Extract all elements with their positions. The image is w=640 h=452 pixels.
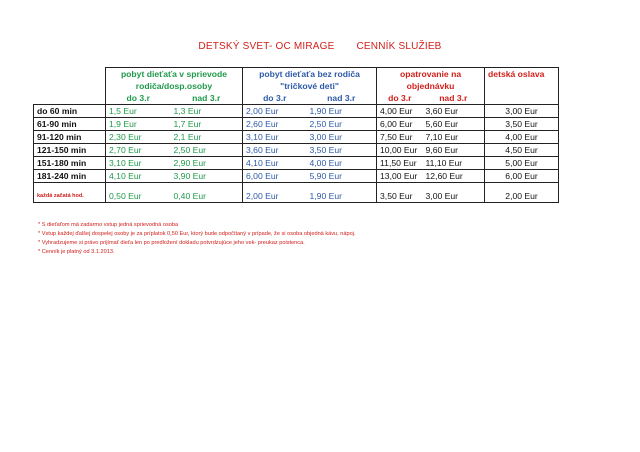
header-without-parent-line1: pobyt dieťaťa bez rodiča: [243, 68, 377, 81]
table-row-extra-hour: [34, 190, 559, 203]
price-cell: 3,00 Eur: [423, 190, 485, 203]
table-row: [34, 144, 559, 157]
price-cell: 1,90 Eur: [307, 190, 377, 203]
footnote: * Cenník je platný od 3.1.2013.: [38, 249, 115, 255]
price-cell: 7,10 Eur: [423, 131, 485, 144]
footnote: * Vyhradzujeme si právo prijímať dieťa len po predložení dokladu potvrdzujúce jeho vek- preukaz poistenca.: [38, 240, 305, 246]
header-row-2: [34, 80, 559, 92]
table-row: [34, 131, 559, 144]
subheader-over3: nad 3.r: [171, 92, 243, 105]
price-cell: 10,00 Eur: [377, 144, 423, 157]
table-row: [34, 105, 559, 118]
price-cell: 6,00 Eur: [243, 170, 307, 183]
price-cell: 3,10 Eur: [243, 131, 307, 144]
price-cell: 2,00 Eur: [243, 190, 307, 203]
footnote: * S dieťaťom má zadarmo vstup jedná sprievodná osoba: [38, 222, 179, 228]
price-cell: 6,00 Eur: [485, 170, 559, 183]
price-cell: 9,60 Eur: [423, 144, 485, 157]
row-label: 151-180 min: [34, 157, 106, 170]
price-cell: 3,60 Eur: [423, 105, 485, 118]
price-cell: 4,10 Eur: [106, 170, 171, 183]
price-cell: 5,90 Eur: [307, 170, 377, 183]
price-cell: 1,90 Eur: [307, 105, 377, 118]
price-cell: 3,50 Eur: [485, 118, 559, 131]
price-cell: 0,50 Eur: [106, 190, 171, 203]
price-cell: 3,90 Eur: [171, 170, 243, 183]
row-label: 121-150 min: [34, 144, 106, 157]
row-label: 181-240 min: [34, 170, 106, 183]
price-cell: 3,50 Eur: [377, 190, 423, 203]
price-table: [33, 67, 559, 203]
footnote: * Vstup každej ďalšej dospelej osoby je za príplatok 0,50 Eur, ktorý bude odpočítaný v prípade, že si osoba objedná kávu, nápoj.: [38, 231, 356, 237]
price-cell: 3,00 Eur: [485, 105, 559, 118]
price-cell: 4,00 Eur: [307, 157, 377, 170]
price-cell: 2,00 Eur: [485, 190, 559, 203]
header-birthday-party: detská oslava: [485, 68, 559, 81]
subheader-over3: nad 3.r: [423, 92, 485, 105]
price-cell: 7,50 Eur: [377, 131, 423, 144]
row-label: každá začatá hod.: [34, 190, 106, 203]
price-cell: 12,60 Eur: [423, 170, 485, 183]
page-title: [0, 41, 640, 52]
subheader-under3: do 3.r: [243, 92, 307, 105]
price-cell: 2,50 Eur: [307, 118, 377, 131]
spacer-row: [34, 183, 559, 191]
price-cell: 11,10 Eur: [423, 157, 485, 170]
table-row: [34, 170, 559, 183]
price-cell: 2,00 Eur: [243, 105, 307, 118]
row-label: 61-90 min: [34, 118, 106, 131]
price-cell: 4,00 Eur: [377, 105, 423, 118]
subheader-under3: do 3.r: [106, 92, 171, 105]
title-pricelist: CENNÍK SLUŽIEB: [356, 41, 442, 52]
table-row: [34, 118, 559, 131]
price-cell: 11,50 Eur: [377, 157, 423, 170]
header-babysitting-line1: opatrovanie na: [377, 68, 485, 81]
price-cell: 13,00 Eur: [377, 170, 423, 183]
price-cell: 0,40 Eur: [171, 190, 243, 203]
price-cell: 1,9 Eur: [106, 118, 171, 131]
header-row-1: [34, 68, 559, 81]
price-cell: 2,50 Eur: [171, 144, 243, 157]
price-cell: 3,10 Eur: [106, 157, 171, 170]
price-cell: 3,60 Eur: [243, 144, 307, 157]
price-cell: 4,50 Eur: [485, 144, 559, 157]
subheader-over3: nad 3.r: [307, 92, 377, 105]
price-cell: 5,60 Eur: [423, 118, 485, 131]
header-with-parent-line2: rodiča/dosp.osoby: [106, 80, 243, 92]
corner-cell: [34, 68, 106, 81]
price-cell: 2,60 Eur: [243, 118, 307, 131]
price-cell: 2,30 Eur: [106, 131, 171, 144]
price-cell: 3,50 Eur: [307, 144, 377, 157]
price-cell: 4,00 Eur: [485, 131, 559, 144]
header-with-parent-line1: pobyt dieťaťa v sprievode: [106, 68, 243, 81]
footnotes: [38, 221, 356, 257]
price-cell: 6,00 Eur: [377, 118, 423, 131]
price-cell: 5,00 Eur: [485, 157, 559, 170]
price-cell: 1,3 Eur: [171, 105, 243, 118]
price-cell: 3,00 Eur: [307, 131, 377, 144]
row-label: do 60 min: [34, 105, 106, 118]
price-cell: 2,90 Eur: [171, 157, 243, 170]
header-without-parent-line2: "tričkové deti": [243, 80, 377, 92]
header-babysitting-line2: objednávku: [377, 80, 485, 92]
title-venue: DETSKÝ SVET- OC MIRAGE: [198, 41, 335, 52]
row-label: 91-120 min: [34, 131, 106, 144]
table-row: [34, 157, 559, 170]
price-cell: 2,70 Eur: [106, 144, 171, 157]
price-cell: 2,1 Eur: [171, 131, 243, 144]
price-cell: 4,10 Eur: [243, 157, 307, 170]
header-row-3: [34, 92, 559, 105]
price-cell: 1,7 Eur: [171, 118, 243, 131]
subheader-under3: do 3.r: [377, 92, 423, 105]
price-cell: 1,5 Eur: [106, 105, 171, 118]
